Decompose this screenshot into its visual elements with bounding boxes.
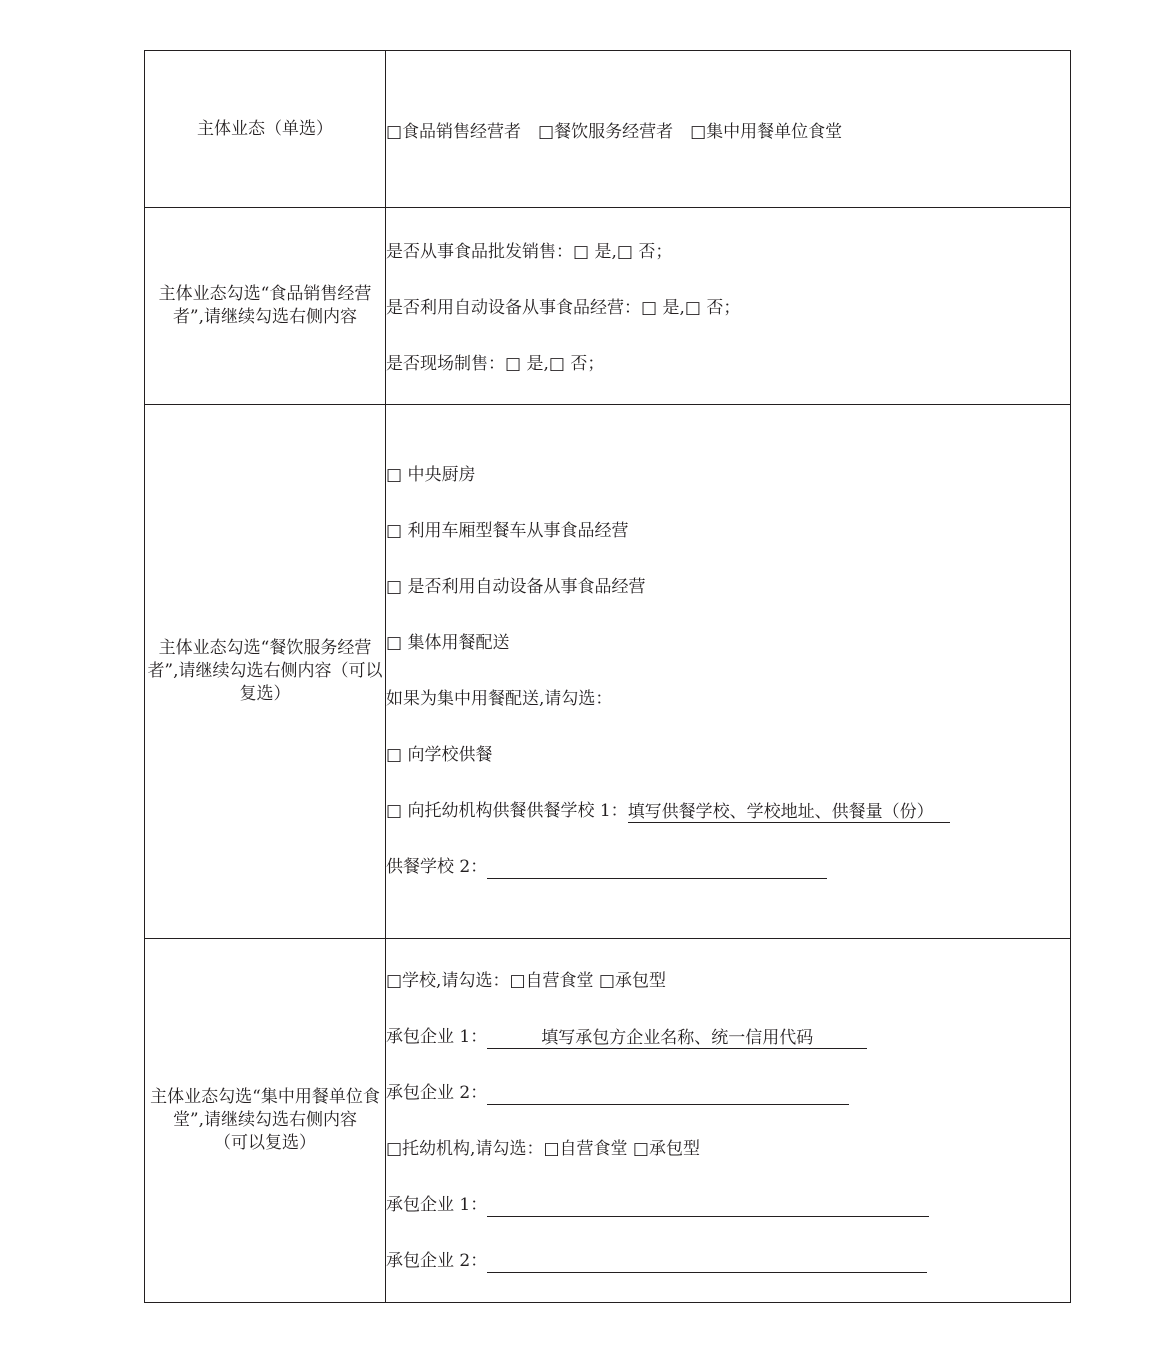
row-catering-service (145, 405, 1071, 939)
nursery-contractor-2-line (386, 1249, 927, 1273)
nursery-contractor-1-label: 承包企业 1： (386, 1195, 488, 1215)
nursery-contractor-1-field[interactable] (487, 1194, 929, 1217)
option-food-truck[interactable]: □ 利用车厢型餐车从事食品经营 (386, 521, 629, 541)
nursery-supply-line (386, 799, 950, 823)
school-2-line (386, 855, 827, 879)
school-2-field[interactable] (487, 856, 827, 879)
wholesale-question[interactable]: 是否从事食品批发销售：□ 是,□ 否； (386, 242, 673, 262)
contractor-2-line (386, 1081, 849, 1105)
contractor-1-field[interactable]: 填写承包方企业名称、统一信用代码 (487, 1026, 867, 1049)
contractor-2-field[interactable] (487, 1082, 849, 1105)
option-central-kitchen[interactable]: □ 中央厨房 (386, 465, 476, 485)
nursery-contractor-2-field[interactable] (487, 1250, 927, 1273)
row-label: 主体业态勾选“餐饮服务经营者”,请继续勾选右侧内容（可以复选） (145, 405, 386, 939)
onsite-production-question[interactable]: 是否现场制售：□ 是,□ 否； (386, 354, 605, 374)
nursery-contractor-1-line (386, 1193, 929, 1217)
delivery-instruction: 如果为集中用餐配送,请勾选： (386, 689, 613, 709)
contractor-1-line (386, 1025, 867, 1049)
row-label: 主体业态勾选“集中用餐单位食堂”,请继续勾选右侧内容 (150, 1087, 380, 1130)
contractor-2-label: 承包企业 2： (386, 1083, 488, 1103)
school-canteen-options[interactable]: □学校,请勾选：□自营食堂 □承包型 (386, 971, 666, 991)
row-label: 主体业态勾选“食品销售经营者”,请继续勾选右侧内容 (145, 208, 386, 405)
row-label-note: （可以复选） (214, 1133, 316, 1153)
row-business-type (145, 51, 1071, 208)
school-1-field[interactable]: 填写供餐学校、学校地址、供餐量（份） (628, 800, 950, 823)
nursery-contractor-2-label: 承包企业 2： (386, 1251, 488, 1271)
nursery-canteen-options[interactable]: □托幼机构,请勾选：□自营食堂 □承包型 (386, 1139, 700, 1159)
option-group-meal-delivery[interactable]: □ 集体用餐配送 (386, 633, 510, 653)
option-auto-equipment[interactable]: □ 是否利用自动设备从事食品经营 (386, 577, 646, 597)
row-food-sales (145, 208, 1071, 405)
school-2-label: 供餐学校 2： (386, 857, 488, 877)
contractor-1-label: 承包企业 1： (386, 1027, 488, 1047)
nursery-supply-label[interactable]: □ 向托幼机构供餐供餐学校 1： (386, 801, 628, 821)
row-label: 主体业态（单选） (145, 51, 386, 208)
auto-equipment-question[interactable]: 是否利用自动设备从事食品经营：□ 是,□ 否； (386, 298, 741, 318)
business-type-options[interactable]: □食品销售经营者 □餐饮服务经营者 □集中用餐单位食堂 (386, 121, 843, 142)
row-canteen (145, 939, 1071, 1303)
option-supply-school[interactable]: □ 向学校供餐 (386, 745, 493, 765)
business-type-form-table (144, 50, 1071, 1303)
